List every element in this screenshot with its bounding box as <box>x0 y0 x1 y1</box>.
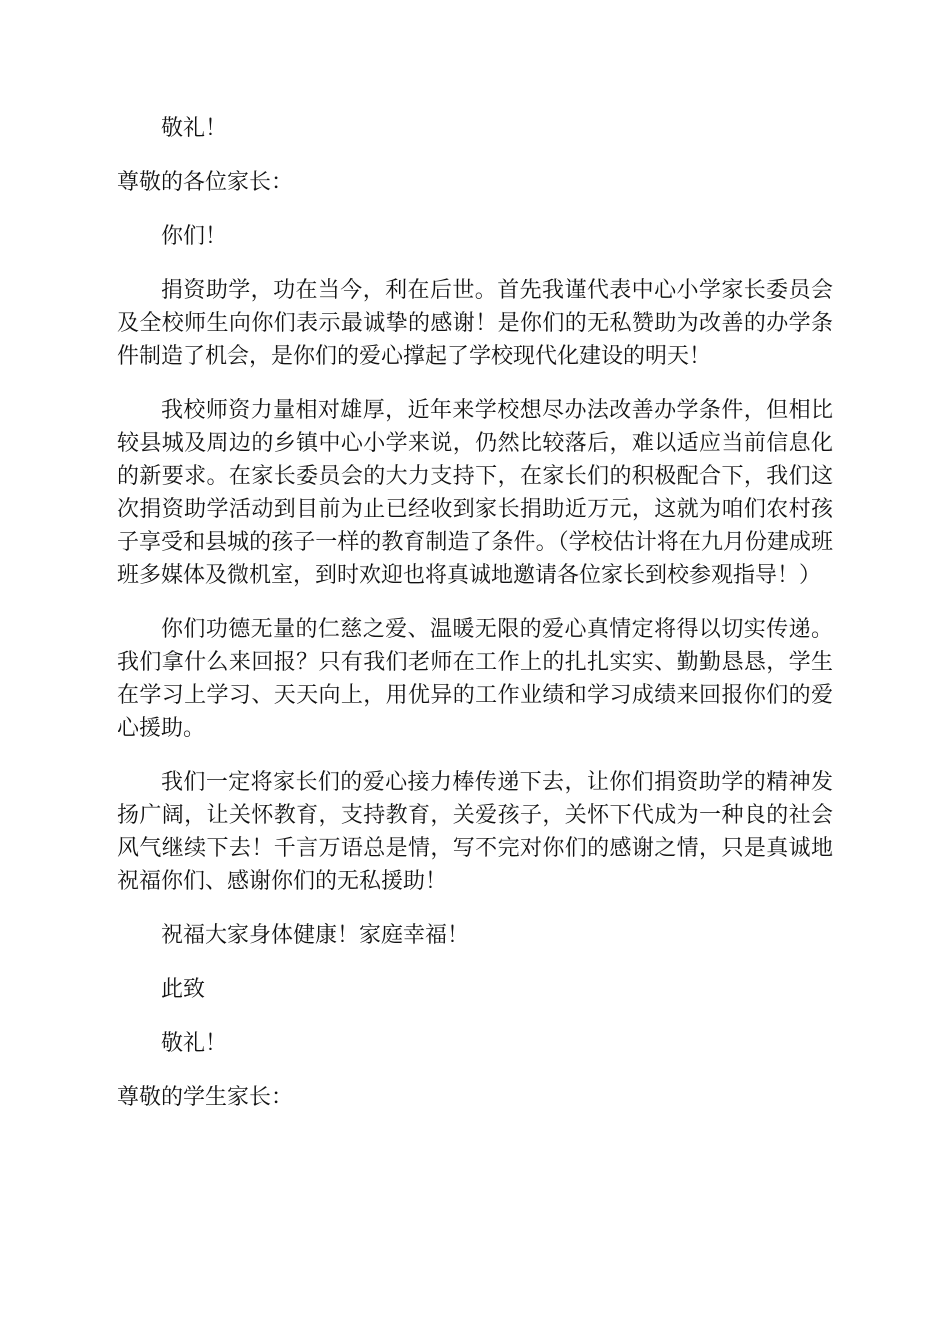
closing-salute: 敬礼！ <box>161 116 228 141</box>
closing-salute: 敬礼！ <box>161 1031 228 1056</box>
salutation: 尊敬的学生家长： <box>117 1085 294 1110</box>
closing-phrase: 此致 <box>161 977 206 1002</box>
body-paragraph: 你们功德无量的仁慈之爱、温暖无限的爱心真情定将得以切实传递。我们拿什么来回报？只有我们老师在工作上的扎扎实实、勤勤恳恳，学生在学习上学习、天天向上，用优异的工作业绩和学习成绩来回报你们的爱心援助。 <box>117 617 833 741</box>
salutation: 尊敬的各位家长： <box>117 170 294 195</box>
body-paragraph: 捐资助学，功在当今，利在后世。首先我谨代表中心小学家长委员会及全校师生向你们表示最诚挚的感谢！是你们的无私赞助为改善的办学条件制造了机会，是你们的爱心撑起了学校现代化建设的明天！ <box>117 278 833 369</box>
document-page <box>117 112 833 1135</box>
blessing-line: 祝福大家身体健康！家庭幸福！ <box>161 923 470 948</box>
body-paragraph: 我校师资力量相对雄厚，近年来学校想尽办法改善办学条件，但相比较县城及周边的乡镇中心小学来说，仍然比较落后，难以适应当前信息化的新要求。在家长委员会的大力支持下，在家长们的积极配合下，我们这次捐资助学活动到目前为止已经收到家长捐助近万元，这就为咱们农村孩子享受和县城的孩子一样的教育制造了条件。（学校估计将在九月份建成班班多媒体及微机室，到时欢迎也将真诚地邀请各位家长到校参观指导！） <box>117 398 833 588</box>
greeting-line: 你们！ <box>161 224 228 249</box>
body-paragraph: 我们一定将家长们的爱心接力棒传递下去，让你们捐资助学的精神发扬广阔，让关怀教育，支持教育，关爱孩子，关怀下代成为一种良的社会风气继续下去！千言万语总是情，写不完对你们的感谢之情，只是真诚地祝福你们、感谢你们的无私援助！ <box>117 770 833 894</box>
